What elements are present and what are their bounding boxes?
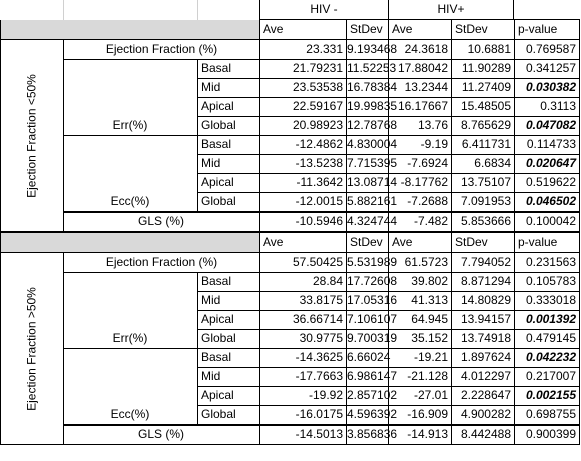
value-stdev-neg: 3.856836 [346, 425, 388, 444]
value-stdev-pos: 10.6881 [451, 40, 514, 59]
value-stdev-pos: 14.80829 [451, 291, 514, 310]
grid-line [197, 272, 198, 425]
value-stdev-neg: 13.08714 [346, 173, 388, 192]
value-pvalue: 0.341257 [514, 59, 580, 78]
value-ave-neg: -12.4862 [259, 135, 346, 154]
segment-label-mid: Mid [197, 154, 259, 173]
value-ave-pos: 39.802 [388, 272, 451, 291]
hiv-negative-header: HIV - [259, 0, 388, 19]
value-stdev-neg: 5.882161 [346, 192, 388, 211]
segment-label-basal: Basal [197, 135, 259, 154]
value-ave-pos: -7.6924 [388, 154, 451, 173]
segment-label-apical: Apical [197, 386, 259, 405]
value-stdev-pos: 4.900282 [451, 405, 514, 424]
segment-label-basal: Basal [197, 348, 259, 367]
ejection-fraction-label: Ejection Fraction (%) [63, 253, 259, 272]
value-stdev-neg: 19.99835 [346, 97, 388, 116]
value-pvalue: 0.217007 [514, 367, 580, 386]
grid-line [63, 212, 64, 231]
value-ave-neg: 23.331 [259, 40, 346, 59]
value-ave-pos: -27.01 [388, 386, 451, 405]
value-ave-pos: -14.913 [388, 425, 451, 444]
value-stdev-pos: 2.228647 [451, 386, 514, 405]
value-ave-pos: 13.76 [388, 116, 451, 135]
segment-label-global: Global [197, 116, 259, 135]
value-pvalue: 0.030382 [514, 78, 580, 97]
column-header-ave-neg: Ave [259, 233, 346, 252]
column-header-ave-pos: Ave [388, 20, 451, 39]
value-ave-pos: -7.2688 [388, 192, 451, 211]
grid-line [63, 272, 64, 348]
value-stdev-neg: 6.66024 [346, 348, 388, 367]
segment-label-apical: Apical [197, 310, 259, 329]
value-stdev-pos: 6.6834 [451, 154, 514, 173]
column-header-pvalue: p-value [514, 20, 580, 39]
column-header-stdev-neg: StDev [346, 20, 388, 39]
value-ave-neg: 36.66714 [259, 310, 346, 329]
value-ave-neg: -13.5238 [259, 154, 346, 173]
value-ave-pos: -8.17762 [388, 173, 451, 192]
value-ave-pos: -19.21 [388, 348, 451, 367]
hiv-positive-header: HIV+ [388, 0, 514, 19]
section-label: Ejection Fraction >50% [24, 286, 38, 411]
value-stdev-pos: 5.853666 [451, 212, 514, 231]
value-pvalue: 0.698755 [514, 405, 580, 424]
grid-line [63, 0, 64, 19]
grid-line [63, 59, 64, 135]
value-stdev-pos: 1.897624 [451, 348, 514, 367]
value-stdev-neg: 17.72608 [346, 272, 388, 291]
grid-line [0, 444, 580, 445]
column-header-ave-pos: Ave [388, 233, 451, 252]
value-ave-neg: -11.3642 [259, 173, 346, 192]
grid-line [197, 0, 198, 19]
column-header-pvalue: p-value [514, 233, 580, 252]
value-stdev-pos: 4.012297 [451, 367, 514, 386]
value-pvalue: 0.479145 [514, 329, 580, 348]
value-stdev-neg: 4.830004 [346, 135, 388, 154]
value-ave-pos: -21.128 [388, 367, 451, 386]
grid-line [63, 135, 64, 211]
value-ave-pos: 17.88042 [388, 59, 451, 78]
value-pvalue: 0.900399 [514, 425, 580, 444]
value-ave-pos: 41.313 [388, 291, 451, 310]
value-stdev-neg: 9.700319 [346, 329, 388, 348]
column-header-stdev-neg: StDev [346, 233, 388, 252]
value-ave-neg: 20.98923 [259, 116, 346, 135]
segment-label-mid: Mid [197, 367, 259, 386]
value-ave-neg: -12.0015 [259, 192, 346, 211]
segment-label-apical: Apical [197, 97, 259, 116]
value-stdev-neg: 17.05316 [346, 291, 388, 310]
value-pvalue: 0.042232 [514, 348, 580, 367]
value-pvalue: 0.020647 [514, 154, 580, 173]
grid-line [0, 20, 1, 444]
value-pvalue: 0.114733 [514, 135, 580, 154]
value-pvalue: 0.046502 [514, 192, 580, 211]
value-ave-pos: -9.19 [388, 135, 451, 154]
value-stdev-neg: 9.193468 [346, 40, 388, 59]
value-pvalue: 0.519622 [514, 173, 580, 192]
value-stdev-neg: 6.986147 [346, 367, 388, 386]
section-label: Ejection Fraction <50% [24, 73, 38, 198]
value-ave-pos: 64.945 [388, 310, 451, 329]
value-ave-neg: 28.84 [259, 272, 346, 291]
value-stdev-neg: 2.857102 [346, 386, 388, 405]
value-ave-neg: -16.0175 [259, 405, 346, 424]
value-ave-neg: 30.9775 [259, 329, 346, 348]
column-header-ave-neg: Ave [259, 20, 346, 39]
value-ave-pos: 24.3618 [388, 40, 451, 59]
value-stdev-neg: 7.715395 [346, 154, 388, 173]
value-stdev-neg: 4.324744 [346, 212, 388, 231]
header-shaded-area [0, 20, 259, 39]
value-pvalue: 0.047082 [514, 116, 580, 135]
value-ave-neg: -19.92 [259, 386, 346, 405]
value-stdev-pos: 6.411731 [451, 135, 514, 154]
value-ave-pos: 16.17667 [388, 97, 451, 116]
value-stdev-pos: 13.74918 [451, 329, 514, 348]
gls-label: GLS (%) [137, 427, 184, 441]
value-stdev-pos: 13.75107 [451, 173, 514, 192]
value-ave-pos: -16.909 [388, 405, 451, 424]
value-ave-neg: -10.5946 [259, 212, 346, 231]
column-header-stdev-pos: StDev [451, 20, 514, 39]
value-stdev-pos: 11.90289 [451, 59, 514, 78]
value-stdev-neg: 11.52253 [346, 59, 388, 78]
value-ave-neg: 21.79231 [259, 59, 346, 78]
value-pvalue: 0.769587 [514, 40, 580, 59]
value-stdev-pos: 7.091953 [451, 192, 514, 211]
value-ave-neg: -14.5013 [259, 425, 346, 444]
value-pvalue: 0.100042 [514, 212, 580, 231]
value-stdev-pos: 8.765629 [451, 116, 514, 135]
gls-label: GLS (%) [137, 214, 184, 228]
segment-label-apical: Apical [197, 173, 259, 192]
value-stdev-pos: 15.48505 [451, 97, 514, 116]
value-stdev-neg: 12.78768 [346, 116, 388, 135]
ecc-group-label: Ecc(%) [110, 407, 150, 421]
value-pvalue: 0.333018 [514, 291, 580, 310]
value-ave-neg: 22.59167 [259, 97, 346, 116]
column-header-stdev-pos: StDev [451, 233, 514, 252]
segment-label-global: Global [197, 405, 259, 424]
header-shaded-area [0, 233, 259, 252]
value-stdev-neg: 5.531989 [346, 253, 388, 272]
segment-label-basal: Basal [197, 272, 259, 291]
ejection-fraction-label: Ejection Fraction (%) [63, 40, 259, 59]
value-pvalue: 0.231563 [514, 253, 580, 272]
segment-label-mid: Mid [197, 78, 259, 97]
value-pvalue: 0.001392 [514, 310, 580, 329]
value-ave-neg: 23.53538 [259, 78, 346, 97]
value-ave-neg: 57.50425 [259, 253, 346, 272]
value-stdev-neg: 4.596392 [346, 405, 388, 424]
segment-label-mid: Mid [197, 291, 259, 310]
value-stdev-pos: 11.27409 [451, 78, 514, 97]
ecc-group-label: Ecc(%) [110, 194, 150, 208]
value-ave-pos: -7.482 [388, 212, 451, 231]
grid-line [63, 348, 64, 424]
segment-label-global: Global [197, 192, 259, 211]
value-stdev-pos: 7.794052 [451, 253, 514, 272]
segment-label-basal: Basal [197, 59, 259, 78]
value-stdev-pos: 8.442488 [451, 425, 514, 444]
value-stdev-pos: 8.871294 [451, 272, 514, 291]
value-ave-pos: 61.5723 [388, 253, 451, 272]
value-ave-neg: -17.7663 [259, 367, 346, 386]
grid-line [63, 425, 64, 444]
value-stdev-pos: 13.94157 [451, 310, 514, 329]
value-stdev-neg: 7.106107 [346, 310, 388, 329]
value-pvalue: 0.002155 [514, 386, 580, 405]
value-ave-neg: 33.8175 [259, 291, 346, 310]
err-group-label: Err(%) [112, 118, 148, 132]
value-pvalue: 0.105783 [514, 272, 580, 291]
err-group-label: Err(%) [112, 331, 148, 345]
value-ave-neg: -14.3625 [259, 348, 346, 367]
value-ave-pos: 13.2344 [388, 78, 451, 97]
value-pvalue: 0.3113 [514, 97, 580, 116]
segment-label-global: Global [197, 329, 259, 348]
value-stdev-neg: 16.78384 [346, 78, 388, 97]
value-ave-pos: 35.152 [388, 329, 451, 348]
grid-line [197, 59, 198, 212]
